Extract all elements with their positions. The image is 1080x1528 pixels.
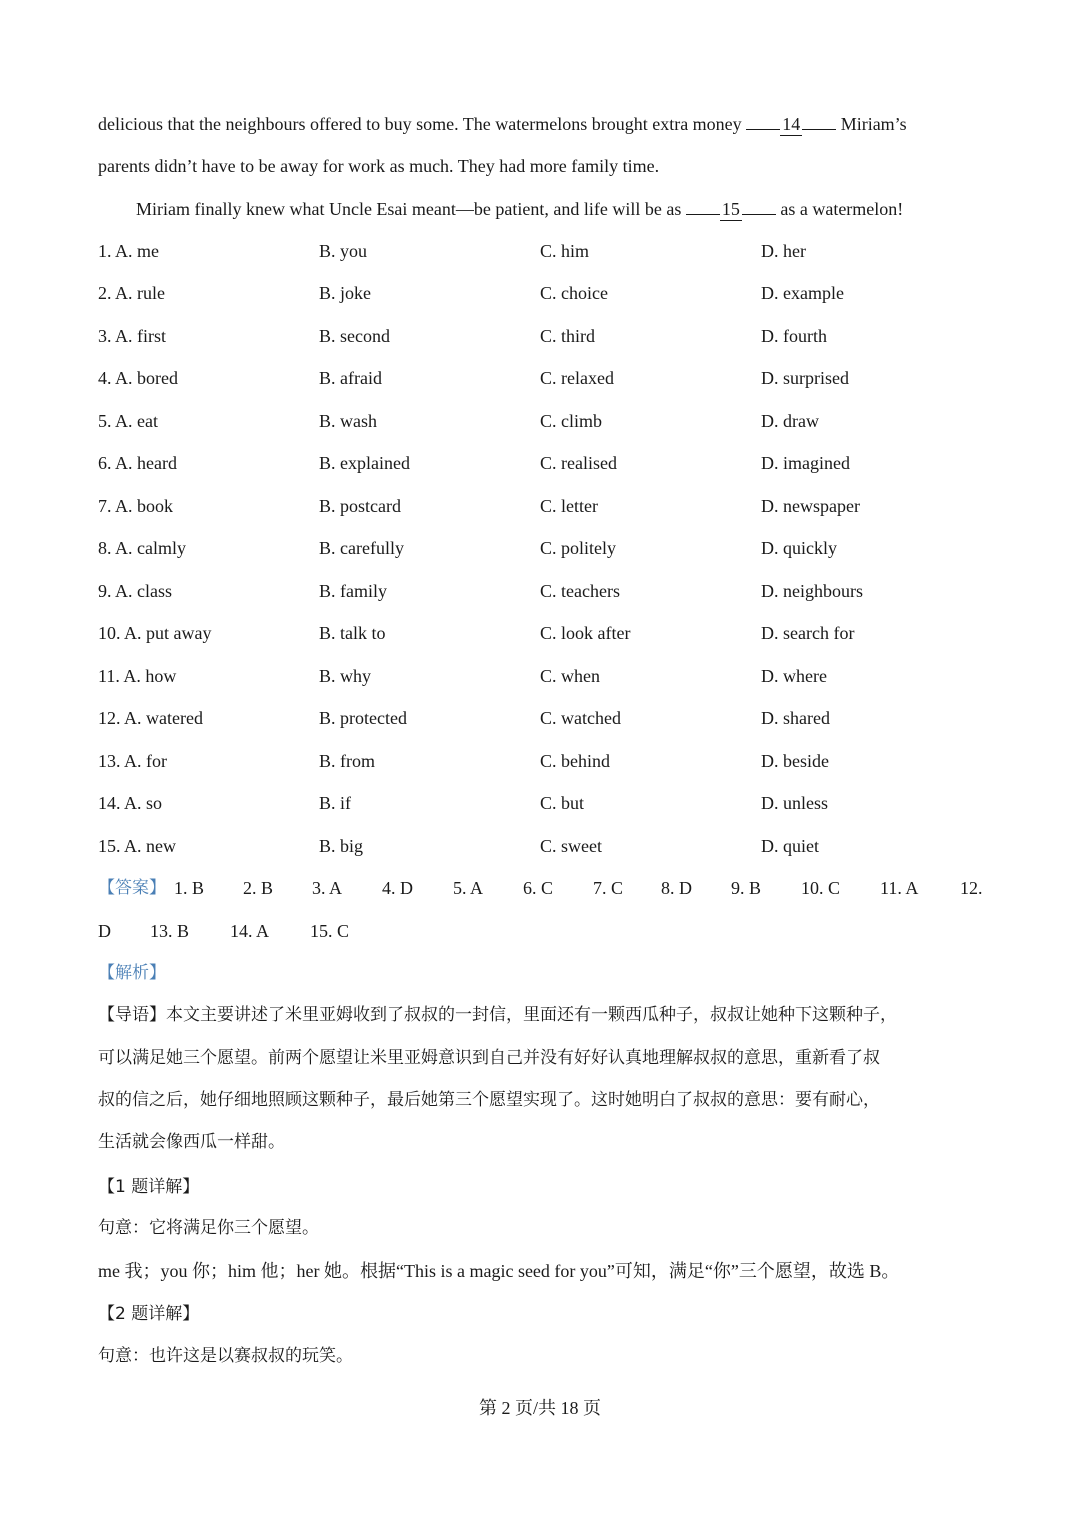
option-d: D. beside	[761, 751, 829, 771]
option-d: D. quiet	[761, 836, 819, 856]
option-b: B. postcard	[319, 496, 401, 516]
answer-item: 9. B	[731, 878, 762, 898]
option-c: C. look after	[540, 623, 631, 643]
option-b: B. wash	[319, 411, 377, 431]
option-a: 6. A. heard	[98, 453, 177, 473]
option-c: C. climb	[540, 411, 602, 431]
answer-item: D	[98, 921, 111, 941]
page-number: 第 2 页/共 18 页	[478, 1398, 601, 1418]
passage-line-2: parents didn’t have to be away for work as much. They had more family time.	[98, 156, 660, 176]
option-c: C. choice	[540, 283, 608, 303]
option-d: D. draw	[761, 411, 819, 431]
option-d: D. example	[761, 283, 844, 303]
question-row	[98, 665, 998, 687]
question-row	[98, 367, 998, 389]
analysis-label: 【解析】	[98, 963, 166, 983]
question-row	[98, 835, 998, 857]
passage-line-3	[136, 198, 903, 221]
option-a: 5. A. eat	[98, 411, 158, 431]
answer-item: 6. C	[523, 878, 554, 898]
option-c: C. teachers	[540, 581, 620, 601]
intro-line-1	[98, 1004, 897, 1026]
answer-item: 11. A	[880, 878, 919, 898]
option-b: B. second	[319, 326, 390, 346]
option-b: B. family	[319, 581, 387, 601]
question-row	[98, 750, 998, 772]
blank-number: 14	[782, 114, 801, 134]
intro-text: 本文主要讲述了米里亚姆收到了叔叔的一封信，里面还有一颗西瓜种子，叔叔让她种下这颗种子，	[166, 1005, 897, 1025]
option-b: B. explained	[319, 453, 410, 473]
q2-heading: 【2 题详解】	[98, 1304, 200, 1324]
answer-item: 8. D	[661, 878, 692, 898]
option-a: 9. A. class	[98, 581, 172, 601]
passage-text: delicious that the neighbours offered to buy some. The watermelons brought extra money	[98, 114, 747, 134]
option-a: 2. A. rule	[98, 283, 165, 303]
answer-item: 15. C	[310, 921, 350, 941]
option-c: C. letter	[540, 496, 598, 516]
option-a: 14. A. so	[98, 793, 163, 813]
option-c: C. when	[540, 666, 600, 686]
intro-label: 【导语】	[98, 1005, 166, 1025]
option-b: B. from	[319, 751, 375, 771]
option-b: B. carefully	[319, 538, 404, 558]
intro-line-3: 叔的信之后，她仔细地照顾这颗种子，最后她第三个愿望实现了。这时她明白了叔叔的意思：要有耐心，	[98, 1090, 880, 1110]
question-row	[98, 410, 998, 432]
option-a: 4. A. bored	[98, 368, 178, 388]
question-row	[98, 325, 998, 347]
option-d: D. fourth	[761, 326, 827, 346]
intro-line-4: 生活就会像西瓜一样甜。	[98, 1132, 285, 1152]
option-d: D. shared	[761, 708, 830, 728]
option-c: C. him	[540, 241, 590, 261]
answer-item: 3. A	[312, 878, 343, 898]
option-a: 15. A. new	[98, 836, 176, 856]
option-a: 11. A. how	[98, 666, 177, 686]
q1-meaning: 句意：它将满足你三个愿望。	[98, 1218, 319, 1238]
option-b: B. if	[319, 793, 352, 813]
option-b: B. why	[319, 666, 372, 686]
option-a: 1. A. me	[98, 241, 159, 261]
answer-item: 4. D	[382, 878, 413, 898]
q2-meaning: 句意：也许这是以赛叔叔的玩笑。	[98, 1346, 353, 1366]
option-a: 13. A. for	[98, 751, 167, 771]
answer-item: 14. A	[230, 921, 270, 941]
answer-item: 1. B	[174, 878, 205, 898]
option-d: D. her	[761, 241, 806, 261]
question-row	[98, 240, 998, 262]
option-d: D. where	[761, 666, 827, 686]
option-c: C. watched	[540, 708, 621, 728]
question-row	[98, 452, 998, 474]
option-d: D. imagined	[761, 453, 850, 473]
option-b: B. talk to	[319, 623, 386, 643]
option-c: C. behind	[540, 751, 610, 771]
blank-number: 15	[721, 199, 740, 219]
option-d: D. search for	[761, 623, 855, 643]
option-d: D. newspaper	[761, 496, 860, 516]
option-c: C. politely	[540, 538, 616, 558]
option-c: C. sweet	[540, 836, 602, 856]
option-a: 7. A. book	[98, 496, 174, 516]
option-a: 8. A. calmly	[98, 538, 186, 558]
option-c: C. realised	[540, 453, 617, 473]
answer-item: 13. B	[150, 921, 190, 941]
answer-item: 10. C	[801, 878, 841, 898]
passage-text: Miriam’s	[836, 114, 907, 134]
blank-14	[746, 113, 836, 136]
question-row	[98, 707, 998, 729]
option-b: B. you	[319, 241, 368, 261]
option-b: B. big	[319, 836, 364, 856]
intro-line-2: 可以满足她三个愿望。前两个愿望让米里亚姆意识到自己并没有好好认真地理解叔叔的意思，重新看了叔	[98, 1048, 880, 1068]
option-c: C. relaxed	[540, 368, 614, 388]
option-a: 12. A. watered	[98, 708, 203, 728]
answer-item: 7. C	[593, 878, 624, 898]
passage-line-1	[98, 113, 907, 136]
question-row	[98, 495, 998, 517]
question-row	[98, 580, 998, 602]
option-b: B. afraid	[319, 368, 382, 388]
option-d: D. surprised	[761, 368, 849, 388]
option-a: 10. A. put away	[98, 623, 212, 643]
passage-text: as a watermelon!	[775, 199, 904, 219]
option-b: B. protected	[319, 708, 407, 728]
q1-explanation: me 我；you 你；him 他；her 她。根据“This is a magic seed for you”可知，满足“你”三个愿望，故选 B。	[98, 1261, 900, 1281]
question-row	[98, 622, 998, 644]
option-b: B. joke	[319, 283, 371, 303]
answer-item: 5. A	[453, 878, 484, 898]
option-d: D. neighbours	[761, 581, 863, 601]
question-row	[98, 792, 998, 814]
question-row	[98, 537, 998, 559]
option-c: C. third	[540, 326, 596, 346]
answer-item: 12.	[960, 878, 983, 898]
answer-label: 【答案】	[98, 878, 166, 898]
option-d: D. quickly	[761, 538, 837, 558]
blank-15	[686, 198, 776, 221]
question-row	[98, 282, 998, 304]
answer-item: 2. B	[243, 878, 274, 898]
passage-text: Miriam finally knew what Uncle Esai meant—be patient, and life will be as	[136, 199, 686, 219]
option-d: D. unless	[761, 793, 828, 813]
option-a: 3. A. first	[98, 326, 167, 346]
option-c: C. but	[540, 793, 585, 813]
q1-heading: 【1 题详解】	[98, 1177, 200, 1197]
